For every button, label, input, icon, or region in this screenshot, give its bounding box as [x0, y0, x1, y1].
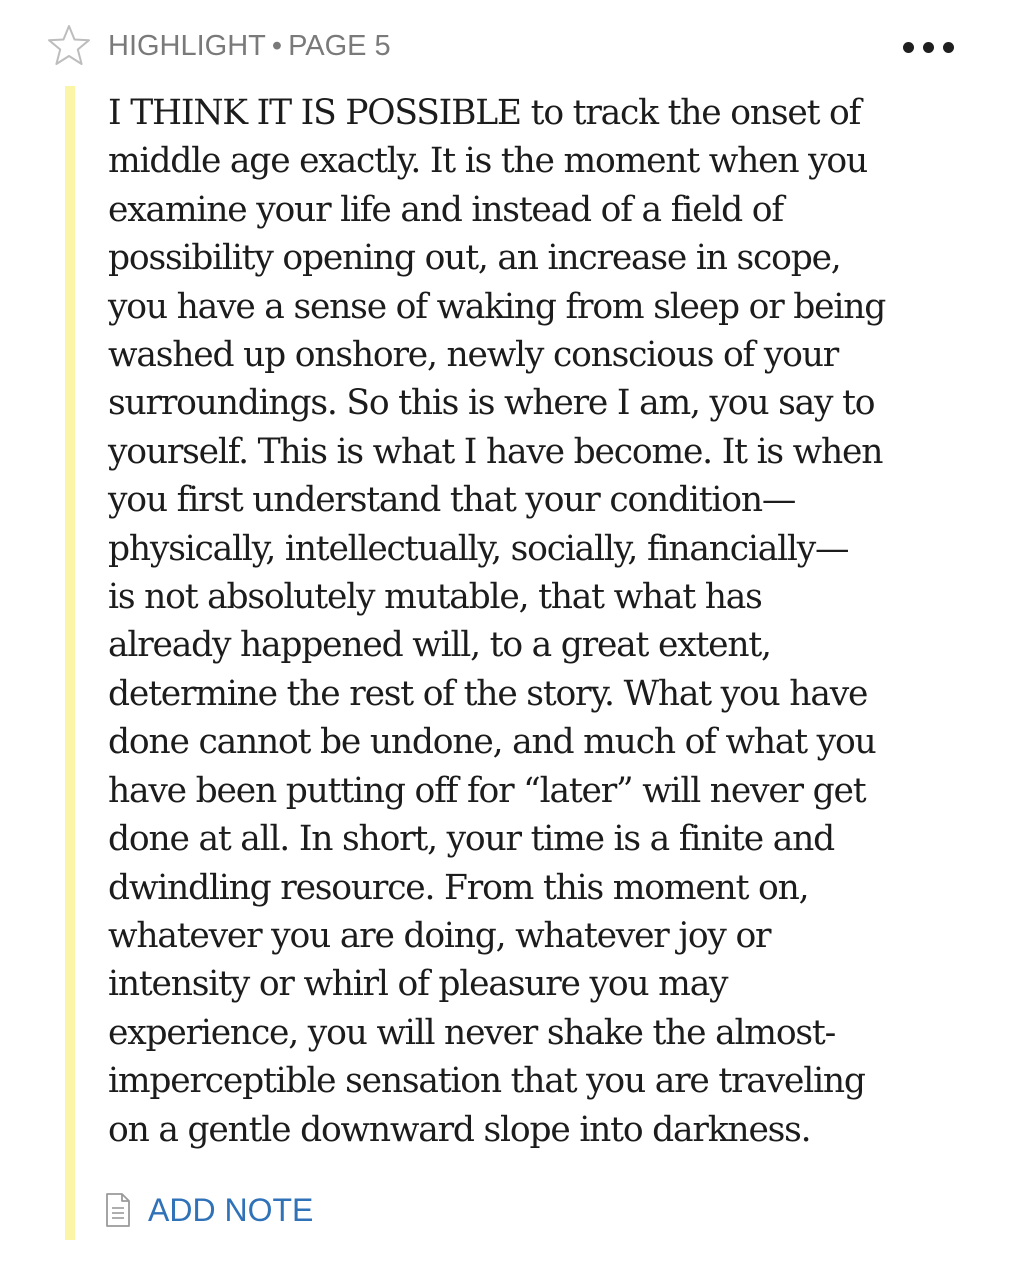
header-separator: • [271, 30, 283, 62]
note-icon [104, 1192, 132, 1228]
page-number-label: PAGE 5 [288, 30, 391, 62]
more-dot-icon [923, 42, 934, 53]
highlight-type-label: HIGHLIGHT [108, 30, 266, 62]
highlight-text[interactable]: I THINK IT IS POSSIBLE to track the onset of middle age exactly. It is the moment when you examine your life and instead of a field of possibility opening out, an increase in scope, you have a sense of waking from sleep or being washed up onshore, newly conscious of your surroundings. So this is where I am, you say to yourself. This is what I have become. It is when you first understand that your condition— physically, intellectually, socially, financially— is not absolutely mutable, that what has already happened will, to a great extent, determine the rest of the story. What you have done cannot be undone, and much of what you have been putting off for “later” will never get done at all. In short, your time is a finite and dwindling resource. From this moment on, whatever you are doing, whatever joy or intensity or whirl of pleasure you may experience, you will never shake the almost- imperceptible sensation that you are traveling on a gentle downward slope into darkness. [108, 93, 886, 1150]
add-note-label: ADD NOTE [148, 1191, 314, 1228]
more-dot-icon [903, 42, 914, 53]
highlight-location-label [108, 26, 391, 66]
highlight-header [0, 0, 1011, 95]
more-dot-icon [943, 42, 954, 53]
more-options-button[interactable] [890, 30, 966, 64]
add-note-button[interactable] [104, 1186, 313, 1234]
highlight-color-bar [65, 86, 75, 1240]
star-icon[interactable] [46, 23, 92, 69]
